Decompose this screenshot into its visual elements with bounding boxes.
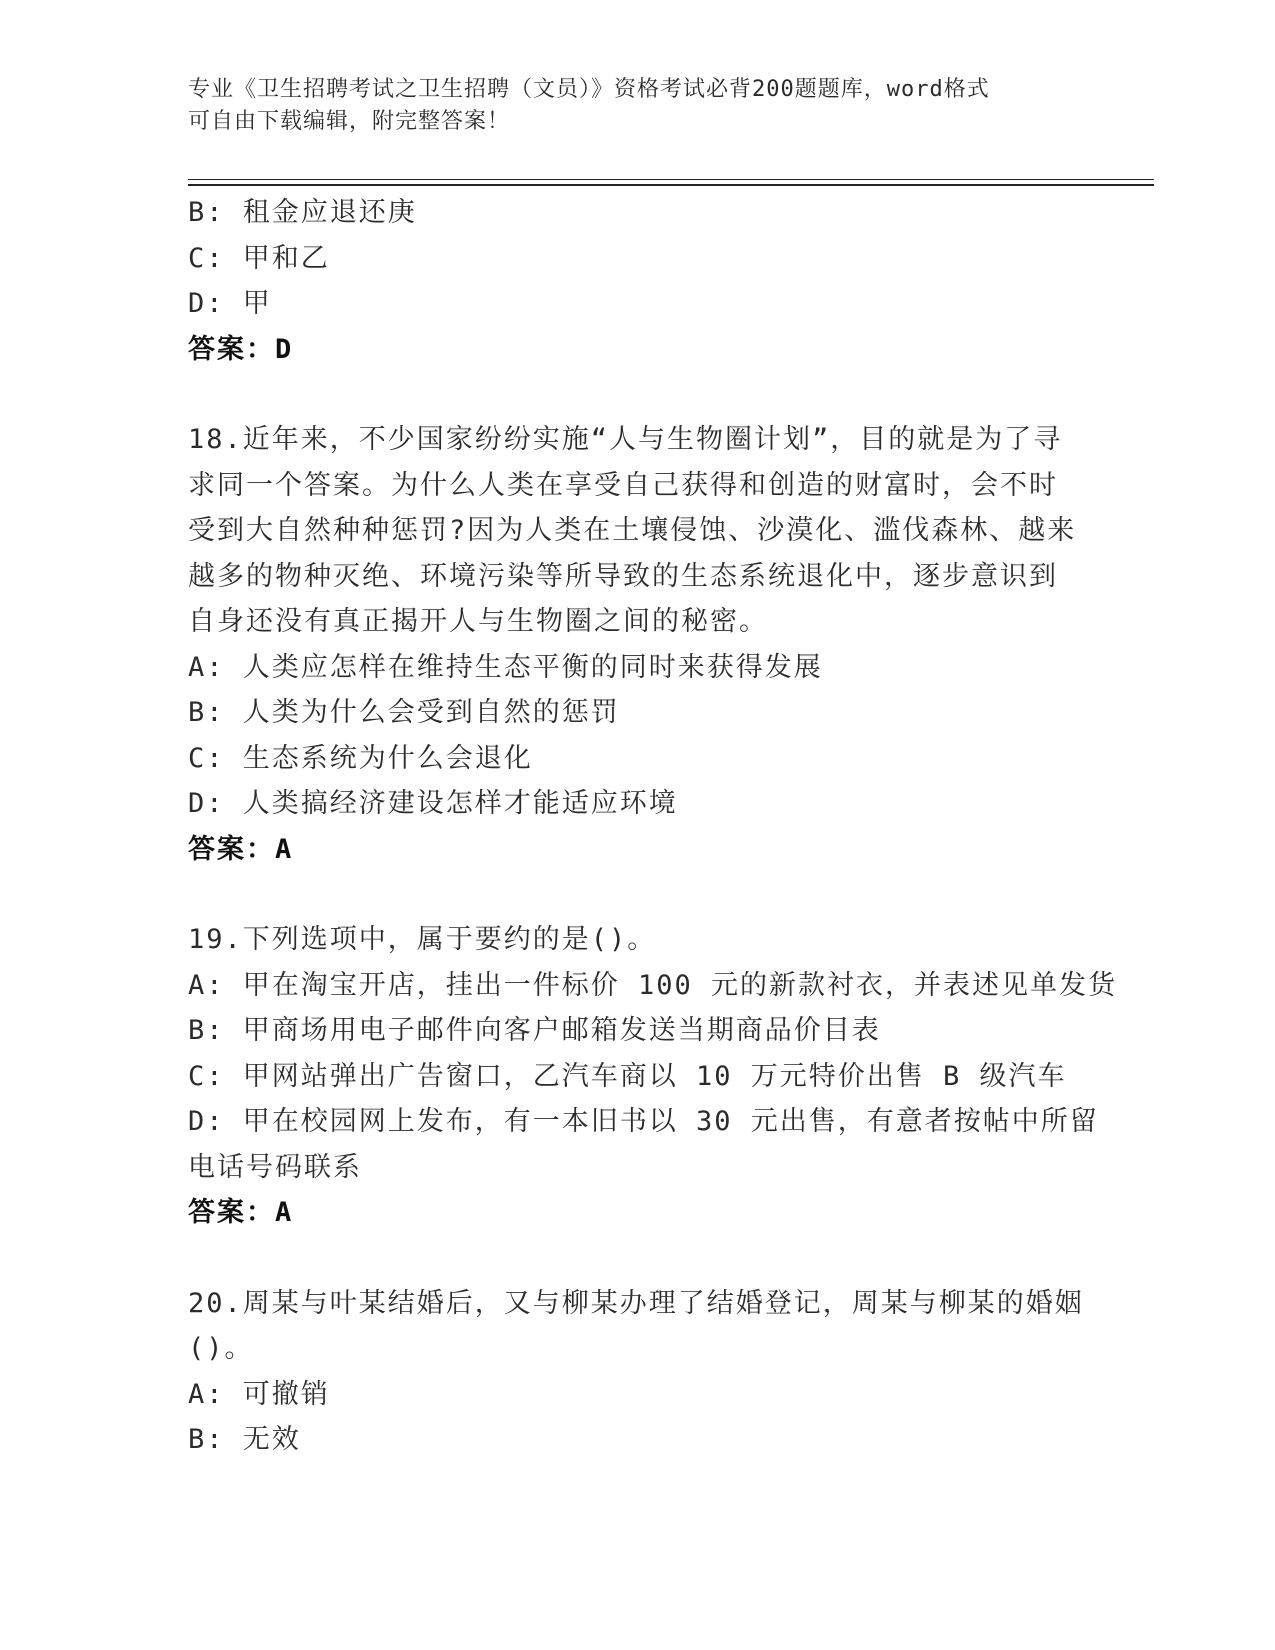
question-19 xyxy=(188,917,1118,1236)
q18-stem-line: 自身还没有真正揭开人与生物圈之间的秘密。 xyxy=(188,606,768,637)
header-line-1: 专业《卫生招聘考试之卫生招聘（文员）》资格考试必背200题题库，word格式 xyxy=(188,77,990,102)
q18-stem-line: 越多的物种灭绝、环境污染等所导致的生态系统退化中，逐步意识到 xyxy=(188,560,1058,592)
question-18 xyxy=(188,417,1088,872)
q20-stem-line-1: 20.周某与叶某结婚后，又与柳某办理了结婚登记，周某与柳某的婚姻 xyxy=(188,1287,1084,1319)
q18-option-c: C: 生态系统为什么会退化 xyxy=(188,742,533,774)
header-rule-thick xyxy=(188,184,1154,186)
q19-option-a: A: 甲在淘宝开店，挂出一件标价 100 元的新款衬衣，并表述见单发货 xyxy=(188,969,1118,1001)
q17-answer: 答案：D xyxy=(188,333,294,365)
q19-option-b: B: 甲商场用电子邮件向客户邮箱发送当期商品价目表 xyxy=(188,1015,881,1046)
header-rule-thin xyxy=(188,179,1154,180)
q19-answer: 答案：A xyxy=(188,1197,294,1228)
question-20 xyxy=(188,1281,1088,1463)
question-gap xyxy=(188,372,1088,417)
q18-stem-line: 受到大自然种种惩罚?因为人类在土壤侵蚀、沙漠化、滥伐森林、越来 xyxy=(188,515,1077,546)
q18-stem-line: 求同一个答案。为什么人类在享受自己获得和创造的财富时，会不时 xyxy=(188,469,1058,501)
q20-option-b: B: 无效 xyxy=(188,1424,301,1455)
q18-option-d: D: 人类搞经济建设怎样才能适应环境 xyxy=(188,788,678,819)
q17-option-c: C: 甲和乙 xyxy=(188,242,330,274)
q20-option-a: A: 可撤销 xyxy=(188,1378,330,1410)
header-line-2: 可自由下载编辑，附完整答案！ xyxy=(188,109,511,134)
q18-option-a: A: 人类应怎样在维持生态平衡的同时来获得发展 xyxy=(188,651,823,683)
question-gap xyxy=(188,872,1088,917)
q19-option-c: C: 甲网站弹出广告窗口，乙汽车商以 10 万元特价出售 B 级汽车 xyxy=(188,1060,1067,1092)
question-gap xyxy=(188,1236,1088,1281)
q17-option-d: D: 甲 xyxy=(188,288,272,319)
q19-option-d-line-2: 电话号码联系 xyxy=(188,1151,362,1183)
q20-stem-line-2: ()。 xyxy=(188,1333,254,1364)
q17-option-b: B: 租金应退还庚 xyxy=(188,197,417,228)
q18-option-b: B: 人类为什么会受到自然的惩罚 xyxy=(188,697,620,728)
q19-option-d-line-1: D: 甲在校园网上发布，有一本旧书以 30 元出售，有意者按帖中所留 xyxy=(188,1106,1099,1137)
q18-stem-line: 18.近年来，不少国家纷纷实施“人与生物圈计划”，目的就是为了寻 xyxy=(188,424,1063,455)
question-17-tail xyxy=(188,190,1088,372)
document-header xyxy=(188,74,1068,138)
q19-stem: 19.下列选项中，属于要约的是()。 xyxy=(188,924,657,955)
question-content xyxy=(188,190,1118,1463)
q18-answer: 答案：A xyxy=(188,833,294,865)
